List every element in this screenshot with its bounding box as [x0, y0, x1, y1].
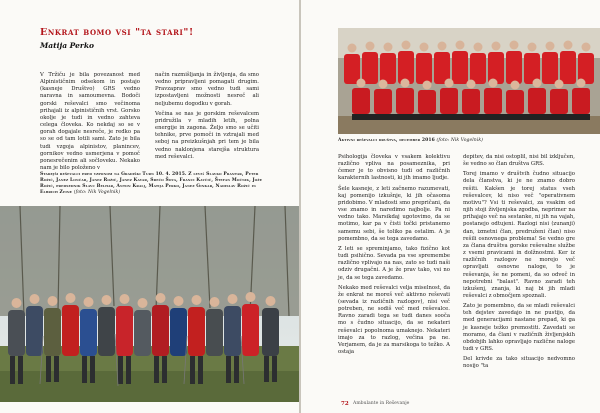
article-title: Enkrat bomo vsi "ta stari"! [40, 27, 194, 38]
paragraph: Psihologija človeka v vsakem kolektivu različno vpliva na posameznika, pri čemer je to obvisno tudi od različnih karakternih lastnosti, ki jih imamo ljudje. [338, 154, 450, 182]
left-page [0, 0, 299, 413]
paragraph: način razmišljanja in življenja, da smo vedno pripravljeni pomagati drugim. Pravzaprav smo vedno tudi sami izpostavljeni možnosti nesreč ali neljubemu dogodku v gorah. [155, 72, 259, 107]
caption-text: Aktivni reševalci društva, december 2016 [338, 138, 435, 143]
photo-older-rescuers [0, 206, 299, 402]
paragraph: Šele kasneje, z leti začnemo razumevati, kaj pomenijo izkušnje, ki jih očasoma pridobimo. V mladosti smo prepričani, da vse znamo in naredimo najbolje. Pa ni vedno tako. Marsikdaj ugotovimo, da se motimo, kar pa v čisti točki pristanemo samemu sebi, še toliko pa ostalim. A je pomembno, da se tega zavedamo. [338, 185, 450, 242]
paragraph: Z leti se spreminjamo, tako fizično kot tudi psihično. Sevada pa vse spremembe različno vplivajo na nas, zato so tudi naši odziv drugačni. A je že prav tako, vsi no je, da se tega zavedamo. [338, 245, 450, 281]
page-number: 72 [341, 401, 349, 407]
paragraph: Del krivde za tako situacijo nedvomno nosijo "ta [463, 356, 575, 370]
paragraph: Večina se nas je gorskim reševalcem pridružila v mladih letih, polna energije in zagona. Željo smo se učiti tehnike, prve pomoči in vztrajali med seboj na preizkušnjah pri tem je bila vedno naklonjena starejša struktura med reševalci. [155, 110, 259, 160]
caption-credit: (foto: Nik Vogelnik) [436, 138, 484, 143]
paragraph: depitev, da nisi ostoplil, nisi bil izključen, še vedno so član društva GRS. [463, 154, 575, 168]
left-column-2 [155, 72, 259, 164]
paragraph: V Tržiču je bila povezanost med Alpinističnim odsekom in postajo (kasneje Društvo) GRS vedno naravna in samoumevna. Bodoči gorski reševalci smo večinoma prihajali iz alpinističnih vrst. Gorsko okolje je tudi in vedno zahteva celega človeka. Ko nekdaj so se v gorah dogajale nesreče, je redko pa so se od tam lotili sami. Zato je bila tudi vzgoja alpinistov, planincev, gornikov vedno usmerjena v pomoč ponesrečenim ali sočloveku. Nekako nam je bilo položeno v [40, 72, 140, 172]
group-outdoor-image [0, 206, 299, 402]
group-indoor-image [338, 28, 600, 134]
paragraph: Nekako med reševalci velja miselnost, da že enkrat ne moreš več aktivno reševati (sevada iz različnih razlogov), nisi več potreben, ne sodiš več med reševalce. Ravno zaradi tega se tudi danes sooča mo s čudno situacijo, da se nekateri reševalci popolnoma umaknejo. Nekateri imajo za to razlog, večina pa ne. Verjamem, da je za marsikoga to težko. A ostaja [338, 284, 450, 356]
left-column-1 [40, 72, 140, 175]
caption-text: Starejši reševalci pred vzponom na Gradiški Turn 10. 4. 2015. Z leve: Slavko Prantar, Peter Rožič, Janez Lončar, Janez Rožič, Janez Kavar, Srečo Šova, Franci Kavčič, Štefan Močnik, Jože Rožič, predsednik Slavc Belhar, Anton Kralj, Matija Perko, Janez Ginkar, Nadislav Rožič in Elbrich Zeine [40, 172, 263, 196]
article-author: Matija Perko [40, 41, 95, 50]
footer-running-title: Ambulante in Reševanje [353, 401, 410, 406]
paragraph: Torej imamo v društvih čudno situacijo dela članstva, ki je ne znamo dobro rešiti. Kakšen je torej status vseh reševalcev, ki niso več "operativnem motivu"? Vsi ti reševalci, za vsakim od njih stoji življenjska zgodba, neprimer na prihajajo več na sestanke, ni jih na vajah, postanejo odtujeni. Razlogi nisi (zunanji) dan, izmetni član, predruženi član) niso rešili osnovnega problema! Se vedno gre za člana društva gorske reševalne službe z vsemi pravicami in dolžnostmi. Ker iz različnih razlogov ne morejo več opravljati osnovne naloge, to je reševanja, še ne pomeni, da so odveč in nepotrebni "balast". Ravno zaradi teh izkušenj, znanja, ki naj bi jih mladi reševalci z območjem spoznali. [463, 171, 575, 299]
right-column-2 [463, 154, 575, 374]
photo-caption-older-rescuers [40, 172, 270, 196]
photo-caption-active-rescuers [338, 138, 600, 144]
photo-active-rescuers [338, 28, 600, 134]
caption-credit: (foto: Nik Vogelnik) [73, 190, 121, 196]
right-column-1 [338, 154, 450, 359]
right-page [301, 0, 600, 413]
paragraph: Zato je pomembno, da se mladi reševalci teh dejstev zavedajo in ne pustijo, da med generacijami nastane prepad, ki ga je kasneje težko premostiti. Zavedati se moramo, da člani v različnih življenjskih obdobjih lahko opravljajo različne naloge tudi v GRS. [463, 303, 575, 353]
